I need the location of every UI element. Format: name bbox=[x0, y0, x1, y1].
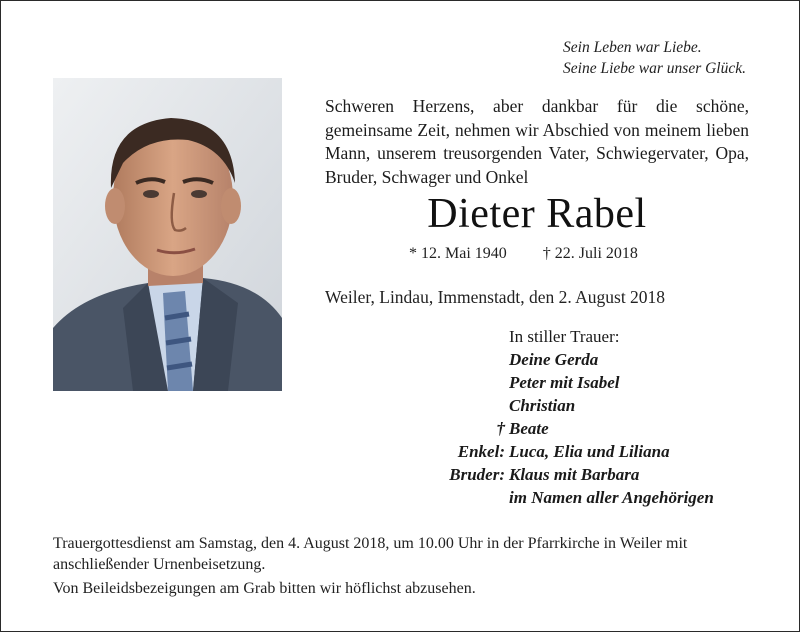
mourner-row bbox=[421, 486, 761, 509]
mourner-row bbox=[421, 394, 761, 417]
motto bbox=[563, 37, 746, 79]
intro-text-block bbox=[325, 95, 749, 189]
mourner-label bbox=[421, 348, 509, 371]
mourner-row bbox=[421, 440, 761, 463]
mourner-name: Klaus mit Barbara bbox=[509, 465, 640, 484]
mourner-row bbox=[421, 417, 761, 440]
motto-line-2: Seine Liebe war unser Glück. bbox=[563, 60, 746, 77]
portrait-photo bbox=[53, 78, 282, 391]
birth-date: * 12. Mai 1940 bbox=[409, 245, 507, 262]
condolence-note: Von Beileidsbezeigungen am Grab bitten wir höflichst abzusehen. bbox=[53, 580, 476, 597]
mourner-label bbox=[421, 371, 509, 394]
deceased-name: Dieter Rabel bbox=[427, 191, 647, 237]
cross-symbol: † bbox=[496, 419, 505, 438]
mourner-name: Peter mit Isabel bbox=[509, 373, 620, 392]
mourner-row bbox=[421, 371, 761, 394]
mourner-name: Beate bbox=[509, 419, 549, 438]
portrait-illustration bbox=[53, 78, 282, 391]
place-and-date: Weiler, Lindau, Immenstadt, den 2. August 2018 bbox=[325, 287, 666, 307]
mourner-name: im Namen aller Angehörigen bbox=[509, 488, 714, 507]
mourner-label bbox=[421, 394, 509, 417]
mourner-label: Enkel: bbox=[457, 442, 505, 461]
mourner-label bbox=[421, 325, 509, 348]
mourner-row bbox=[421, 348, 761, 371]
mourner-name: Deine Gerda bbox=[509, 350, 599, 369]
mourner-name: Luca, Elia und Liliana bbox=[509, 442, 670, 461]
mourner-label: Bruder: bbox=[449, 465, 505, 484]
death-date: † 22. Juli 2018 bbox=[542, 245, 638, 262]
intro-text: Schweren Herzens, aber dankbar für die schöne, gemeinsame Zeit, nehmen wir Abschied von meinem lieben Mann, unserem treusorgenden Vater, Schwiegervater, Opa, Bruder, Schwager und Onkel bbox=[325, 96, 749, 187]
life-dates bbox=[409, 245, 670, 263]
mourners-list bbox=[421, 325, 761, 509]
motto-line-1: Sein Leben war Liebe. bbox=[563, 39, 702, 56]
mourner-label bbox=[421, 486, 509, 509]
service-info: Trauergottesdienst am Samstag, den 4. August 2018, um 10.00 Uhr in der Pfarrkirche in Weiler mit anschließender Urnenbeisetzung. bbox=[53, 535, 688, 573]
mourners-heading-row bbox=[421, 325, 761, 348]
mourners-heading: In stiller Trauer: bbox=[509, 327, 620, 346]
mourner-name: Christian bbox=[509, 396, 576, 415]
footer bbox=[53, 533, 749, 602]
mourner-row bbox=[421, 463, 761, 486]
